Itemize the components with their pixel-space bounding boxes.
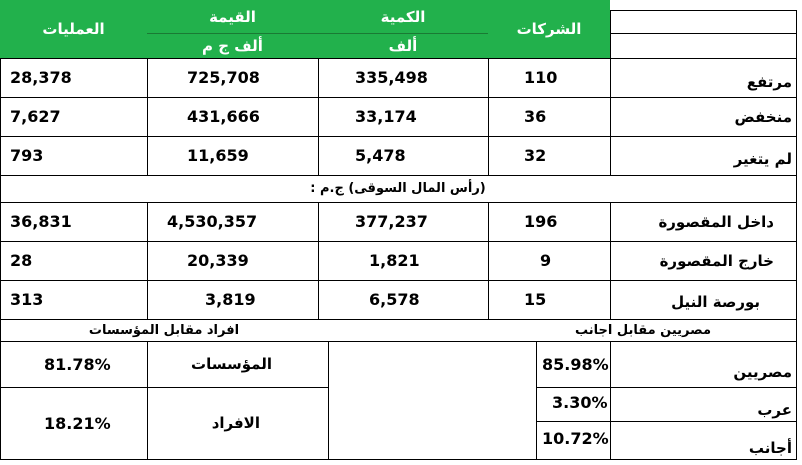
grid-line (610, 33, 796, 34)
grid-line (0, 175, 797, 176)
grid-line (0, 58, 797, 59)
grid-line (147, 341, 148, 459)
header-quantity-unit-label: ألف (388, 36, 418, 55)
cell-text: 28,378 (10, 68, 72, 87)
grid-line (536, 341, 537, 459)
cell-text: 10.72% (542, 429, 609, 448)
grid-line (796, 10, 797, 460)
cell-text: داخل المقصورة (658, 212, 774, 231)
egyptians-label (610, 341, 796, 387)
cell-text: مصريين (733, 363, 792, 381)
header-operations-label: العمليات (42, 20, 105, 38)
grid-line (0, 280, 797, 281)
row-label (610, 241, 796, 280)
companies-value (488, 136, 610, 175)
grid-line (0, 341, 797, 342)
cell-text: 81.78% (44, 355, 111, 374)
cell-text: 6,578 (369, 290, 420, 309)
value-value (147, 241, 318, 280)
operations-value (0, 280, 147, 319)
section-title-investors (0, 319, 328, 341)
cell-text: 20,339 (187, 251, 249, 270)
header-companies-label: الشركات (516, 20, 582, 38)
section-title-text: افراد مقابل المؤسسات (88, 322, 240, 338)
grid-line (0, 459, 797, 460)
companies-value (488, 280, 610, 319)
cell-text: 725,708 (187, 68, 260, 87)
section-title-text: مصريين مقابل اجانب (574, 322, 711, 338)
cell-text: 431,666 (187, 107, 260, 126)
egyptians-percent (536, 341, 610, 387)
header-value-unit (147, 33, 318, 58)
quantity-value (318, 58, 488, 97)
quantity-value (318, 97, 488, 136)
institutions-percent (0, 341, 147, 387)
companies-value (488, 97, 610, 136)
individuals-label (147, 387, 328, 459)
cell-text: 4,530,357 (167, 212, 258, 231)
grid-line (0, 387, 328, 388)
grid-line (147, 33, 488, 34)
grid-line (318, 58, 319, 175)
cell-text: 793 (10, 146, 44, 165)
cell-text: 11,659 (187, 146, 249, 165)
header-quantity (318, 0, 488, 33)
cell-text: 85.98% (542, 355, 609, 374)
cell-text: 313 (10, 290, 44, 309)
cell-text: لم يتغير (733, 149, 792, 168)
grid-line (536, 387, 797, 388)
cell-text: مرتفع (746, 72, 792, 91)
value-value (147, 97, 318, 136)
quantity-value (318, 202, 488, 241)
quantity-value (318, 280, 488, 319)
grid-line (536, 421, 797, 422)
grid-line (0, 241, 797, 242)
grid-line (0, 202, 797, 203)
cell-text: خارج المقصورة (659, 251, 774, 270)
cell-text: 110 (524, 68, 558, 87)
cell-text: 32 (524, 146, 547, 165)
value-value (147, 202, 318, 241)
grid-line (0, 58, 1, 460)
grid-line (610, 10, 611, 175)
header-value (147, 0, 318, 33)
section-title-nationality (328, 319, 796, 341)
cell-text: 9 (540, 251, 552, 270)
grid-line (0, 97, 797, 98)
row-label (610, 58, 796, 97)
header-companies (488, 0, 610, 58)
operations-value (0, 58, 147, 97)
header-value-unit-label: ألف ج م (202, 36, 263, 55)
cell-text: عرب (757, 401, 792, 419)
header-blank-bottom (610, 33, 796, 58)
header-value-label: القيمة (209, 7, 256, 26)
value-value (147, 136, 318, 175)
grid-line (610, 202, 611, 319)
cell-text: 196 (524, 212, 558, 231)
cell-text: 5,478 (355, 146, 406, 165)
row-label (610, 136, 796, 175)
individuals-percent (0, 387, 147, 459)
header-quantity-unit (318, 33, 488, 58)
operations-value (0, 241, 147, 280)
cell-text: بورصة النيل (671, 292, 760, 311)
cell-text: 36 (524, 107, 547, 126)
arabs-label (610, 387, 796, 421)
row-label (610, 202, 796, 241)
operations-value (0, 202, 147, 241)
quantity-value (318, 136, 488, 175)
cell-text: 1,821 (369, 251, 420, 270)
header-operations (0, 0, 147, 58)
grid-line (318, 202, 319, 319)
header-quantity-label: الكمية (380, 7, 426, 26)
operations-value (0, 97, 147, 136)
cell-text: 3,819 (205, 290, 256, 309)
cell-text: 15 (524, 290, 547, 309)
cell-text: 377,237 (355, 212, 428, 231)
cell-text: المؤسسات (191, 355, 272, 373)
grid-line (147, 58, 148, 175)
nationality-blank (328, 341, 536, 459)
grid-line (0, 136, 797, 137)
row-label (610, 280, 796, 319)
market-cap-text: (رأس المال السوقى) ج.م : (310, 181, 486, 196)
grid-line (147, 202, 148, 319)
institutions-label (147, 341, 328, 387)
grid-line (488, 202, 489, 319)
grid-line (0, 319, 797, 320)
companies-value (488, 241, 610, 280)
companies-value (488, 202, 610, 241)
foreigners-label (610, 421, 796, 459)
cell-text: 28 (10, 251, 33, 270)
header-blank-top (610, 10, 796, 33)
cell-text: الافراد (211, 414, 260, 432)
arabs-percent (536, 387, 610, 421)
cell-text: منخفض (734, 107, 792, 126)
cell-text: 335,498 (355, 68, 428, 87)
cell-text: 33,174 (355, 107, 417, 126)
cell-text: 7,627 (10, 107, 61, 126)
grid-line (610, 10, 796, 11)
value-value (147, 280, 318, 319)
quantity-value (318, 241, 488, 280)
companies-value (488, 58, 610, 97)
cell-text: 36,831 (10, 212, 72, 231)
value-value (147, 58, 318, 97)
cell-text: 3.30% (552, 393, 608, 412)
row-label (610, 97, 796, 136)
grid-line (328, 341, 329, 459)
grid-line (610, 341, 611, 459)
grid-line (488, 58, 489, 175)
cell-text: 18.21% (44, 413, 111, 433)
cell-text: أجانب (748, 439, 792, 457)
operations-value (0, 136, 147, 175)
foreigners-percent (536, 421, 610, 459)
market-cap-label (0, 175, 796, 202)
